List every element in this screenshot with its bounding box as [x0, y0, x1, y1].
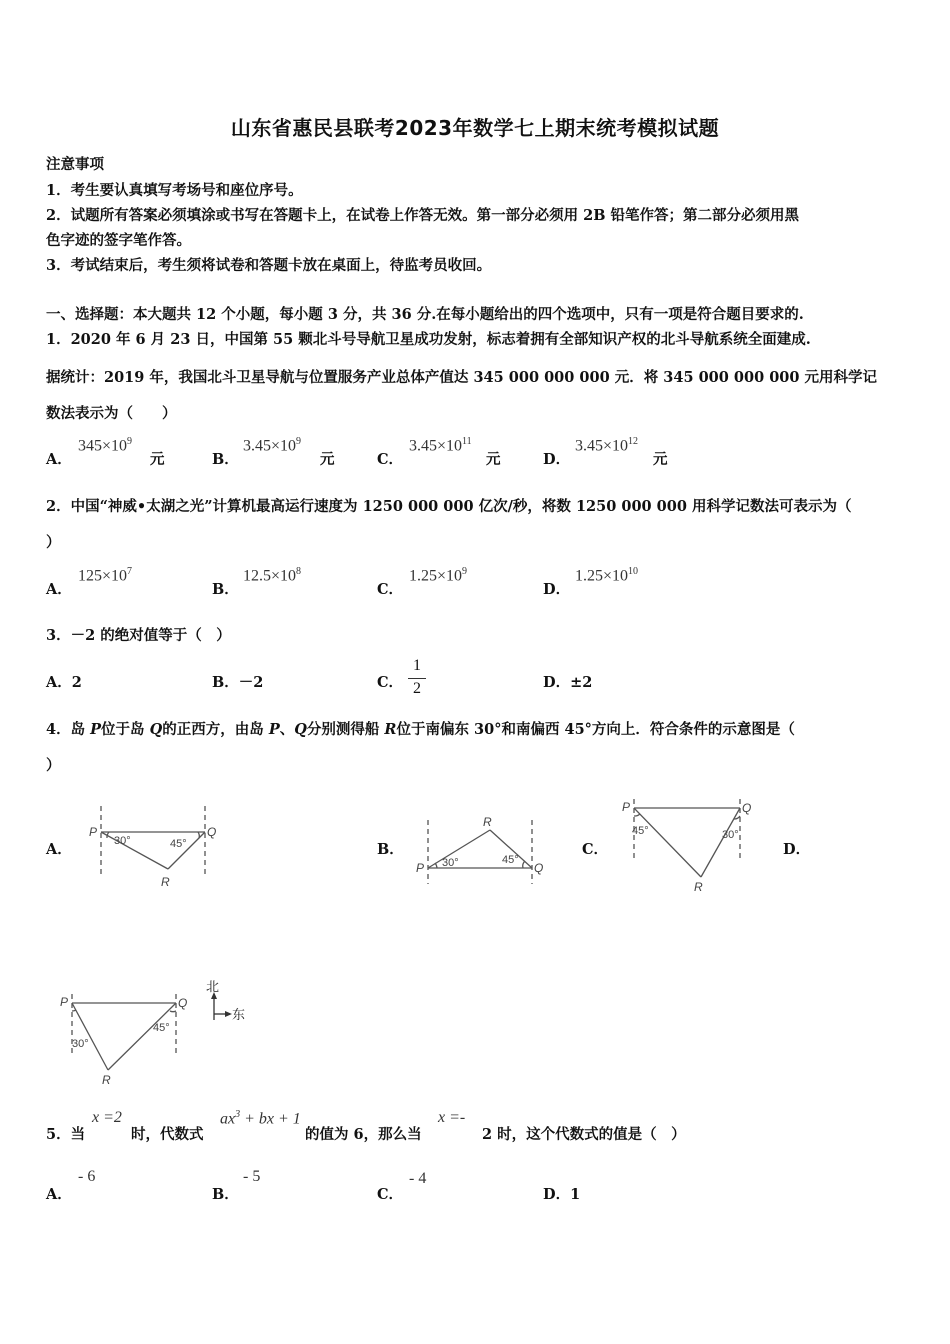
q4-a-label-r: R	[161, 875, 170, 889]
q3-stem: 3．－2 的绝对值等于（ ）	[46, 627, 231, 644]
q5-option-a-value: - 6	[78, 1168, 96, 1185]
q1-option-b-value: $3.45\times 10^9$	[243, 436, 302, 455]
q1-stem-line-2: 据统计：2019 年，我国北斗卫星导航与位置服务产业总体产值达 345 000 000 000 元．将 345 000 000 000 元用科学记	[46, 369, 878, 386]
q4-b-angle-45: 45°	[502, 854, 519, 866]
notice-item-3: 3．考试结束后，考生须将试卷和答题卡放在桌面上，待监考员收回。	[46, 257, 492, 274]
q5-condition-1: x =2	[92, 1109, 122, 1126]
q4-b-angle-30: 30°	[442, 857, 459, 869]
q5-stem-part-1: 5．当	[46, 1126, 86, 1143]
q3-option-c-label: C．	[377, 674, 404, 691]
q1-option-c-value: $3.45\times 10^{11}$	[409, 436, 472, 455]
q2-stem-line-1: 2．中国“神威•太湖之光”计算机最高运行速度为 1250 000 000 亿次/秒，将数 1250 000 000 用科学记数法可表示为（	[46, 498, 852, 515]
q5-condition-2: x =-	[438, 1109, 466, 1126]
notice-heading: 注意事项	[46, 156, 104, 173]
q5-option-d[interactable]: D．1	[543, 1186, 581, 1203]
q4-d-label-p: P	[60, 995, 69, 1009]
q4-figure-a[interactable]	[88, 800, 218, 895]
q3-fraction-numerator: 1	[413, 657, 421, 674]
q5-expression: $ax^3$ + bx + 1	[220, 1109, 301, 1128]
q5-option-c-value: - 4	[409, 1170, 427, 1187]
q4-a-label-q: Q	[207, 825, 217, 839]
q4-stem-line-2: ）	[46, 757, 61, 774]
q4-figure-b[interactable]	[412, 812, 552, 887]
q4-c-label-r: R	[694, 880, 703, 894]
q4-b-label-q: Q	[534, 861, 544, 875]
q3-fraction-bar	[408, 678, 426, 679]
q1-option-d-label: D．	[543, 451, 571, 468]
q1-option-a-label: A．	[46, 451, 72, 468]
q2-option-c-value: $1.25\times 10^9$	[409, 566, 468, 585]
q2-option-a-value: $125\times 10^7$	[78, 566, 133, 585]
q5-stem-part-2: 时，代数式	[131, 1126, 204, 1143]
q1-stem-line-3: 数法表示为（ ）	[46, 405, 177, 422]
q4-option-c-label[interactable]: C．	[582, 841, 609, 858]
q4-c-angle-45: 45°	[632, 825, 649, 837]
q4-c-angle-30: 30°	[722, 829, 739, 841]
q2-option-d-label: D．	[543, 581, 571, 598]
q5-option-b-label: B．	[212, 1186, 239, 1203]
q4-b-label-r: R	[483, 815, 492, 829]
notice-item-1: 1．考生要认真填写考场号和座位序号。	[46, 182, 303, 199]
q1-option-b-unit: 元	[320, 451, 335, 468]
q4-d-label-r: R	[102, 1073, 111, 1087]
q3-option-d[interactable]: D．±2	[543, 674, 593, 691]
q1-stem-line-1: 1．2020 年 6 月 23 日，中国第 55 颗北斗号导航卫星成功发射，标志着拥有全部知识产权的北斗导航系统全面建成.	[46, 331, 811, 348]
q1-option-a-unit: 元	[150, 451, 165, 468]
q1-option-a-value: $345\times 10^9$	[78, 436, 133, 455]
q1-option-d-unit: 元	[653, 451, 668, 468]
q4-b-label-p: P	[416, 861, 425, 875]
q2-option-c-label: C．	[377, 581, 404, 598]
q4-c-label-q: Q	[742, 801, 752, 815]
compass-icon	[200, 976, 255, 1026]
q2-option-d-value: $1.25\times 10^{10}$	[575, 566, 639, 585]
q5-stem-part-4: 2 时，这个代数式的值是（ ）	[482, 1126, 686, 1143]
q4-figure-c[interactable]	[620, 795, 760, 895]
q2-option-a-label: A．	[46, 581, 72, 598]
q3-fraction-denominator: 2	[413, 680, 421, 697]
compass-north: 北	[206, 979, 220, 994]
q1-option-b-label: B．	[212, 451, 239, 468]
q3-option-a[interactable]: A．2	[46, 674, 82, 691]
q2-option-b-value: $12.5\times 10^8$	[243, 566, 302, 585]
q5-option-a-label: A．	[46, 1186, 72, 1203]
compass-east: 东	[232, 1007, 246, 1022]
q4-d-label-q: Q	[178, 996, 188, 1010]
q4-figure-d[interactable]	[56, 990, 191, 1090]
q5-stem-part-3: 的值为 6，那么当	[305, 1126, 422, 1143]
notice-item-2-line-2: 色字迹的签字笔作答。	[46, 232, 191, 249]
q1-option-c-label: C．	[377, 451, 404, 468]
q3-option-b[interactable]: B．－2	[212, 674, 264, 691]
q4-stem-line-1: 4．岛 P位于岛 Q的正西方，由岛 P、Q分别测得船 R位于南偏东 30°和南偏西 45°方向上．符合条件的示意图是（	[46, 721, 795, 738]
notice-item-2-line-1: 2．试题所有答案必须填涂或书写在答题卡上，在试卷上作答无效。第一部分必须用 2B 铅笔作答；第二部分必须用黑	[46, 207, 800, 224]
q4-c-label-p: P	[622, 800, 631, 814]
q1-option-d-value: $3.45\times 10^{12}$	[575, 436, 639, 455]
q4-option-b-label[interactable]: B．	[377, 841, 404, 858]
q2-option-b-label: B．	[212, 581, 239, 598]
q4-a-angle-45: 45°	[170, 838, 187, 850]
q4-d-angle-30: 30°	[72, 1038, 89, 1050]
q5-option-c-label: C．	[377, 1186, 404, 1203]
q4-d-angle-45: 45°	[153, 1022, 170, 1034]
q4-option-d-label[interactable]: D．	[783, 841, 811, 858]
q4-a-angle-30: 30°	[114, 835, 131, 847]
page-title: 山东省惠民县联考2023年数学七上期末统考模拟试题	[230, 116, 720, 140]
q4-a-label-p: P	[89, 825, 98, 839]
section-header: 一、选择题：本大题共 12 个小题，每小题 3 分，共 36 分.在每小题给出的四个选项中，只有一项是符合题目要求的.	[46, 306, 804, 323]
q2-stem-line-2: ）	[46, 534, 61, 551]
q5-option-b-value: - 5	[243, 1168, 261, 1185]
q4-option-a-label[interactable]: A．	[46, 841, 72, 858]
q1-option-c-unit: 元	[486, 451, 501, 468]
